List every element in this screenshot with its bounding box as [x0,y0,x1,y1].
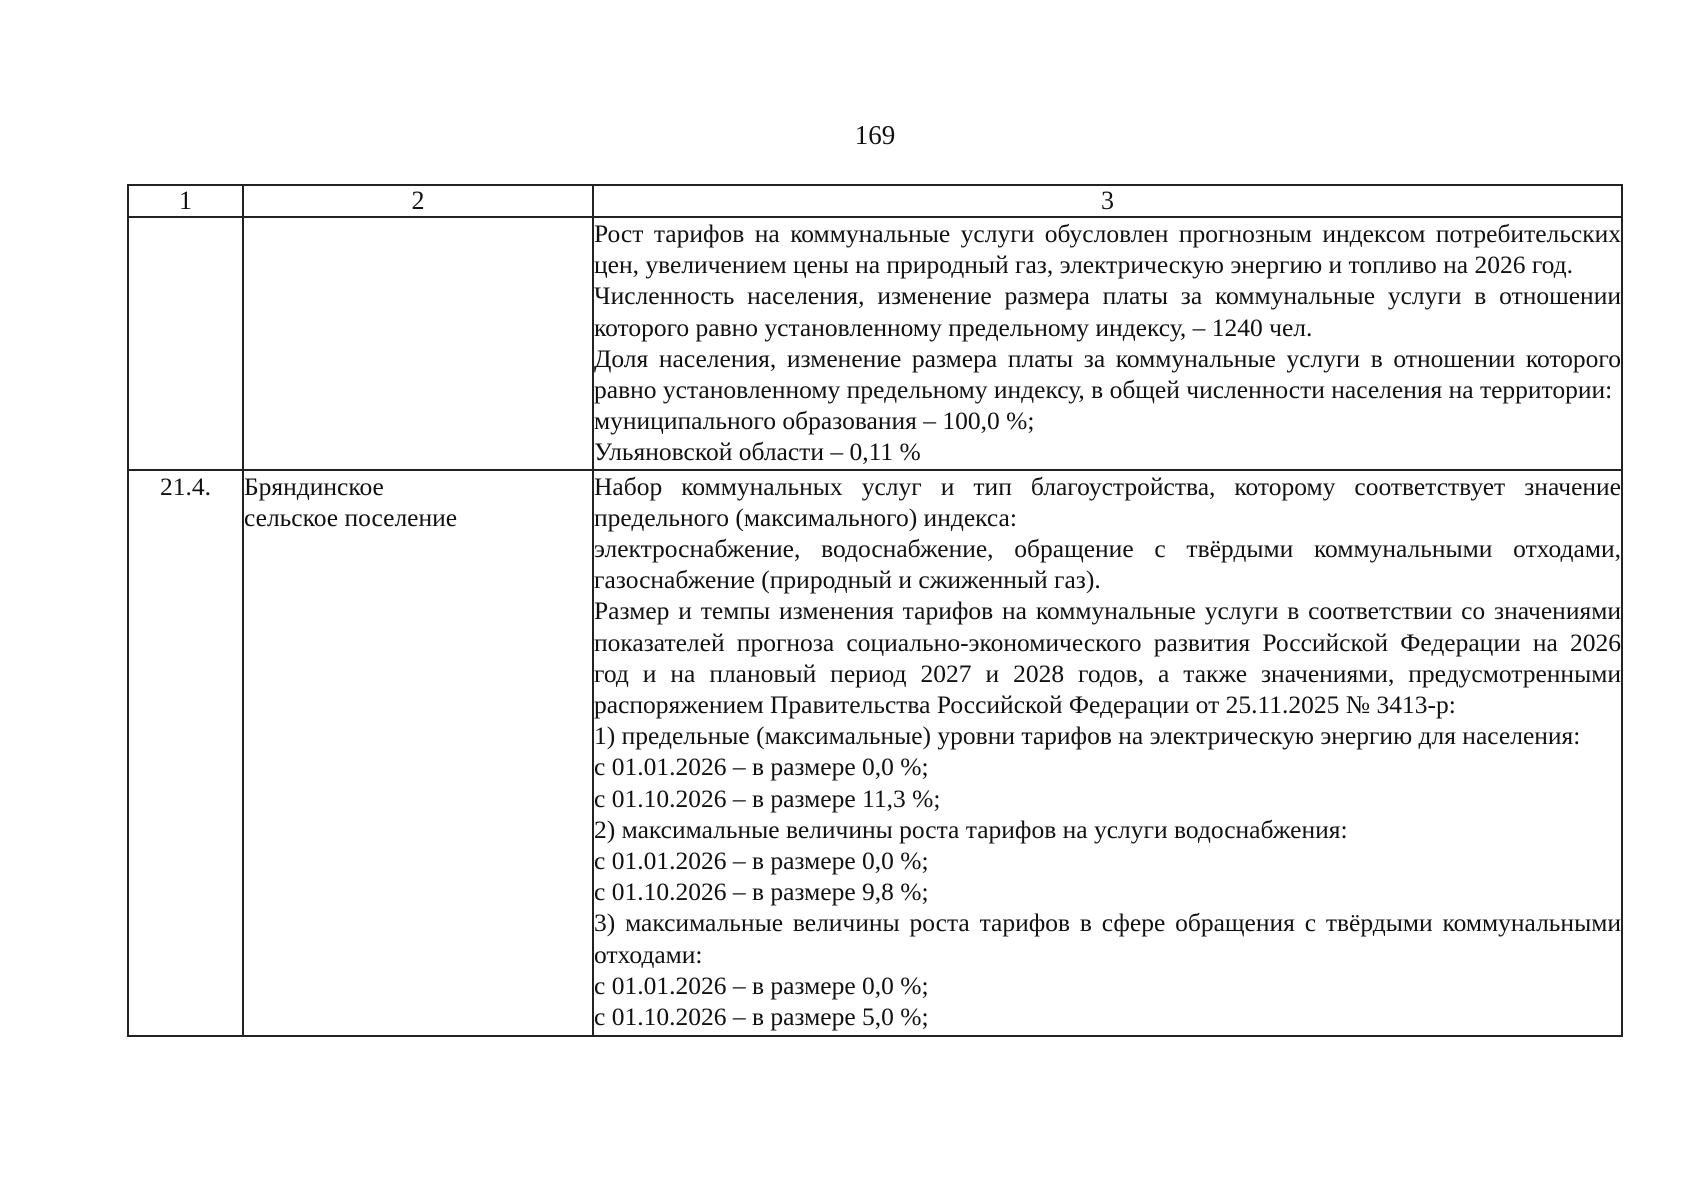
settlement-name-cell [243,470,593,1037]
paragraph: с 01.10.2026 – в размере 5,0 %; [594,1002,929,1032]
paragraph: Рост тарифов на коммунальные услуги обусловлен прогнозным индексом потребительских цен, увеличением цены на природный газ, электрическую энергию и топливо на 2026 год. [594,219,1621,280]
table-header-row [128,185,1622,217]
settlement-name-line: Бряндинское [244,471,384,501]
paragraph: Размер и темпы изменения тарифов на коммунальные услуги в соответствии со значениями показателей прогноза социально-экономического развития Российской Федерации на 2026 год и на плановый период 2027 и 2028 годов, а также значениями, предусмотренными распоряжением Правительства Российской Федерации от 25.11.2025 № 3413-р: [594,596,1621,720]
paragraph: с 01.10.2026 – в размере 11,3 %; [594,783,941,813]
paragraph: Ульяновской области – 0,11 % [594,437,921,467]
settlement-name-cell [243,217,593,470]
paragraph: с 01.10.2026 – в размере 9,8 %; [594,877,929,907]
document-table [127,184,1623,1037]
paragraph: 3) максимальные величины роста тарифов в сфере обращения с твёрдыми коммунальными отходами: [594,908,1621,969]
page-number: 169 [854,120,896,150]
column-header-1: 1 [128,185,243,217]
column-header-2: 2 [243,185,593,217]
paragraph: муниципального образования – 100,0 %; [594,406,1035,436]
paragraph: 1) предельные (максимальные) уровни тарифов на электрическую энергию для населения: [594,721,1581,751]
table-row [128,470,1622,1037]
row-number-cell [128,217,243,470]
paragraph: Численность населения, изменение размера платы за коммунальные услуги в отношении которого равно установленному предельному индексу, – 1240 чел. [594,281,1621,342]
description-cell [593,470,1622,1037]
column-header-3: 3 [593,185,1622,217]
paragraph: электроснабжение, водоснабжение, обращение с твёрдыми коммунальными отходами, газоснабжение (природный и сжиженный газ). [594,534,1621,595]
paragraph: с 01.01.2026 – в размере 0,0 %; [594,752,929,782]
row-number-cell: 21.4. [128,470,243,1037]
table-row [128,217,1622,470]
paragraph: Набор коммунальных услуг и тип благоустройства, которому соответствует значение предельного (максимального) индекса: [594,471,1621,532]
paragraph: 2) максимальные величины роста тарифов на услуги водоснабжения: [594,814,1348,844]
settlement-name-line: сельское поселение [244,502,458,532]
paragraph: Доля населения, изменение размера платы за коммунальные услуги в отношении которого равно установленному предельному индексу, в общей численности населения на территории: [594,343,1621,405]
paragraph: с 01.01.2026 – в размере 0,0 %; [594,970,929,1000]
paragraph: с 01.01.2026 – в размере 0,0 %; [594,846,929,876]
description-cell [593,217,1622,470]
